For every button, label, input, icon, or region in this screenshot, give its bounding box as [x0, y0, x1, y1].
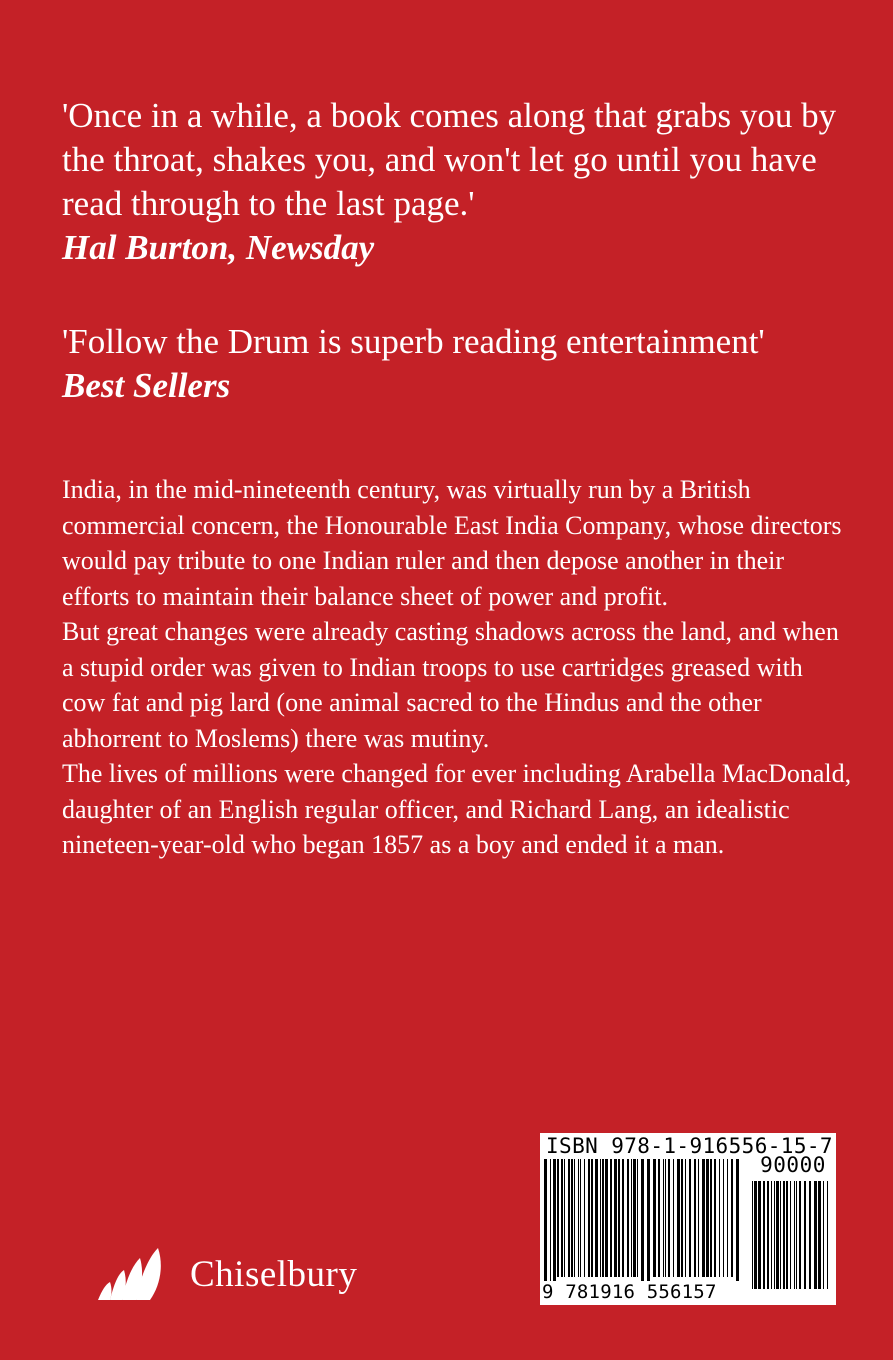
barcode-bar	[595, 1159, 598, 1277]
barcode-bar	[767, 1181, 769, 1289]
barcode-bar	[758, 1181, 761, 1289]
barcode-bar	[776, 1181, 779, 1289]
barcode-bar	[602, 1159, 604, 1277]
review-quote-1	[62, 94, 842, 270]
isbn-label: ISBN 978-1-916556-15-7	[546, 1134, 833, 1158]
barcode-bar	[790, 1181, 791, 1289]
barcode-bar	[544, 1159, 547, 1291]
barcode-bar	[571, 1159, 573, 1277]
quote-text: 'Follow the Drum is superb reading entertainment'	[62, 322, 765, 361]
barcode-bar	[637, 1159, 638, 1277]
barcode-bar	[689, 1159, 691, 1277]
publisher-imprint	[96, 1244, 357, 1304]
barcode-bar	[823, 1181, 824, 1289]
barcode-bar	[550, 1159, 551, 1291]
addon-barcode-bars	[752, 1181, 832, 1303]
barcode-bar	[605, 1159, 608, 1277]
quote-source: Best Sellers	[62, 366, 231, 405]
barcode-bar	[796, 1181, 797, 1289]
barcode-bar	[754, 1181, 757, 1289]
barcode-bar	[641, 1159, 644, 1291]
barcode-bar	[668, 1159, 670, 1277]
barcode-bar	[665, 1159, 666, 1277]
barcode-bar	[804, 1181, 806, 1289]
blurb-paragraph: India, in the mid-nineteenth century, was virtually run by a British commercial concern, the Honourable East India Company, whose directors would pay tribute to one Indian ruler and then depose another in their efforts to maintain their balance sheet of power and profit.	[62, 475, 842, 611]
barcode-bar	[631, 1159, 632, 1277]
isbn-barcode	[540, 1133, 836, 1305]
barcode-bar	[658, 1159, 660, 1277]
barcode-bar	[610, 1159, 612, 1277]
quote-source: Hal Burton, Newsday	[62, 228, 375, 267]
price-code: 90000	[760, 1153, 826, 1177]
barcode-bar	[564, 1159, 565, 1277]
quote-text: 'Once in a while, a book comes along that grabs you by the throat, shakes you, and won't let go until you have read through to the last page.'	[62, 96, 837, 223]
barcode-bar	[653, 1159, 656, 1277]
barcode-bar	[578, 1159, 579, 1277]
barcode-bar	[663, 1159, 664, 1277]
barcode-bar	[736, 1159, 739, 1291]
barcode-bar	[580, 1159, 581, 1277]
barcode-bar	[723, 1159, 724, 1277]
barcode-bar	[763, 1181, 765, 1289]
barcode-bar	[584, 1159, 585, 1277]
chiselbury-logo-icon	[96, 1244, 166, 1304]
barcode-bar	[799, 1181, 801, 1289]
barcode-bar	[633, 1159, 636, 1277]
blurb-paragraph: But great changes were already casting shadows across the land, and when a stupid order was given to Indian troops to use cartridges greased with cow fat and pig lard (one animal sacred to the Hindus and the other abhorrent to Moslems) there was mutiny.	[62, 617, 839, 753]
barcode-bar	[714, 1159, 716, 1277]
barcode-bar	[783, 1181, 785, 1289]
barcode-bar	[727, 1159, 728, 1277]
barcode-bar	[574, 1159, 575, 1277]
barcode-bar	[600, 1159, 601, 1277]
barcode-bar	[710, 1159, 712, 1277]
barcode-bar	[794, 1181, 795, 1289]
barcode-bar	[557, 1159, 559, 1277]
publisher-name: Chiselbury	[190, 1253, 358, 1295]
review-quote-2	[62, 320, 842, 408]
barcode-bar	[568, 1159, 570, 1277]
barcode-bar	[780, 1181, 781, 1289]
barcode-bar	[677, 1159, 680, 1277]
barcode-bar	[591, 1159, 593, 1277]
barcode-bar	[685, 1159, 686, 1277]
barcode-bar	[553, 1159, 556, 1291]
barcode-bar	[818, 1181, 821, 1289]
barcode-bar	[627, 1159, 629, 1277]
barcode-bar	[706, 1159, 709, 1277]
barcode-bar	[771, 1181, 772, 1289]
barcode-bar	[814, 1181, 817, 1289]
barcode-bar	[752, 1181, 753, 1289]
barcode-bar	[719, 1159, 720, 1277]
barcode-bar	[694, 1159, 696, 1277]
barcode-bar	[681, 1159, 683, 1277]
barcode-bar	[618, 1159, 620, 1277]
barcode-bar	[731, 1159, 733, 1277]
barcode-bar	[809, 1181, 811, 1289]
barcode-bar	[622, 1159, 624, 1277]
barcode-bar	[673, 1159, 674, 1277]
barcode-bar	[588, 1159, 590, 1277]
barcode-bar	[647, 1159, 650, 1291]
barcode-bar	[614, 1159, 617, 1277]
barcode-bar	[774, 1181, 775, 1289]
blurb-paragraph: The lives of millions were changed for ever including Arabella MacDonald, daughter of an English regular officer, and Richard Lang, an idealistic nineteen-year-old who began 1857 as a boy and ended it a man.	[62, 759, 852, 859]
ean-digits: 9 781916 556157	[542, 1281, 752, 1303]
ean-barcode-bars	[544, 1159, 742, 1291]
barcode-bar	[702, 1159, 705, 1277]
barcode-bar	[698, 1159, 699, 1277]
barcode-bar	[561, 1159, 563, 1277]
book-blurb	[62, 472, 852, 863]
barcode-bar	[786, 1181, 788, 1289]
barcode-bar	[827, 1181, 828, 1289]
